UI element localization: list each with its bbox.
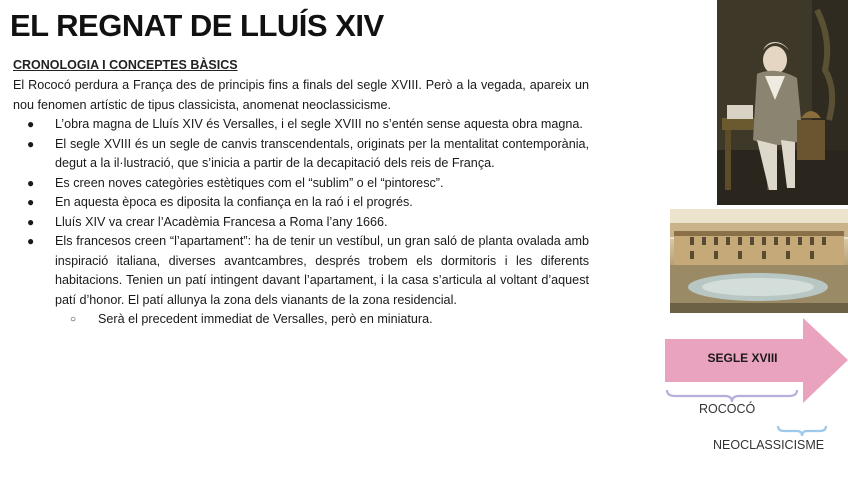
neoclassicism-brace-icon <box>776 424 828 438</box>
bullet-dot-icon: ● <box>27 175 35 190</box>
bullet-list <box>13 115 589 310</box>
intro-paragraph: El Rococó perdura a França des de principis fins a finals del segle XVIII. Però a la vegada, apareix un nou fenomen artístic de tipus classicista, anomenat neoclassicisme. <box>13 78 589 112</box>
bullet-item <box>13 193 589 213</box>
bullet-text: Lluís XIV va crear l’Acadèmia Francesa a Roma l’any 1666. <box>55 214 388 229</box>
section-subtitle: CRONOLOGIA I CONCEPTES BÀSICS <box>13 58 238 72</box>
circle-bullet-icon: ○ <box>70 314 77 325</box>
portrait-illustration <box>717 0 848 205</box>
bullet-dot-icon: ● <box>27 195 35 209</box>
bullet-item <box>13 135 589 174</box>
palace-illustration <box>670 209 848 313</box>
bullet-text: Els francesos creen “l’apartament”: ha de tenir un vestíbul, un gran saló de planta ovalada amb inspiració italiana, diverses avantcambres, després trobem els dormitoris i les diferents habitacions. Tenien un patí intingent davant l’apartament, i la casa s’articula al voltant d’aquest patí d’honor. El patí allunya la zona dels vianants de la zona residencial. <box>55 234 589 307</box>
bullet-item <box>13 232 589 310</box>
subbullet-text: Serà el precedent immediat de Versalles, però en miniatura. <box>98 312 433 326</box>
bullet-dot-icon: ● <box>27 214 35 229</box>
neoclassicism-label: NEOCLASSICISME <box>713 438 825 452</box>
slide-title: EL REGNAT DE LLUÍS XIV <box>10 8 384 43</box>
bullet-item <box>13 115 589 135</box>
bullet-dot-icon: ● <box>27 234 35 248</box>
subbullet-item <box>13 310 589 330</box>
slide-body <box>13 76 589 330</box>
bullet-text: El segle XVIII és un segle de canvis transcendentals, originats per la mentalitat contemporània, degut a la il·lustració, que s’inicia a partir de la decapitació dels reis de França. <box>55 136 589 170</box>
bullet-text: En aquesta època es diposita la confiança en la raó i el progrés. <box>55 195 413 209</box>
rococo-label: ROCOCÓ <box>699 402 756 416</box>
bullet-text: L’obra magna de Lluís XIV és Versalles, i el segle XVIII no s’entén sense aquesta obra magna. <box>55 117 583 131</box>
bullet-item <box>13 174 589 194</box>
arrow-label: SEGLE XVIII <box>707 351 778 365</box>
subbullet-list <box>13 310 589 330</box>
bullet-item <box>13 213 589 233</box>
bullet-dot-icon: ● <box>27 136 35 151</box>
bullet-text: Es creen noves categòries estètiques com el “sublim” o el “pintoresc”. <box>55 175 444 190</box>
bullet-dot-icon: ● <box>27 117 35 131</box>
versailles-palace-image <box>670 209 848 313</box>
portrait-painting-image <box>717 0 848 205</box>
